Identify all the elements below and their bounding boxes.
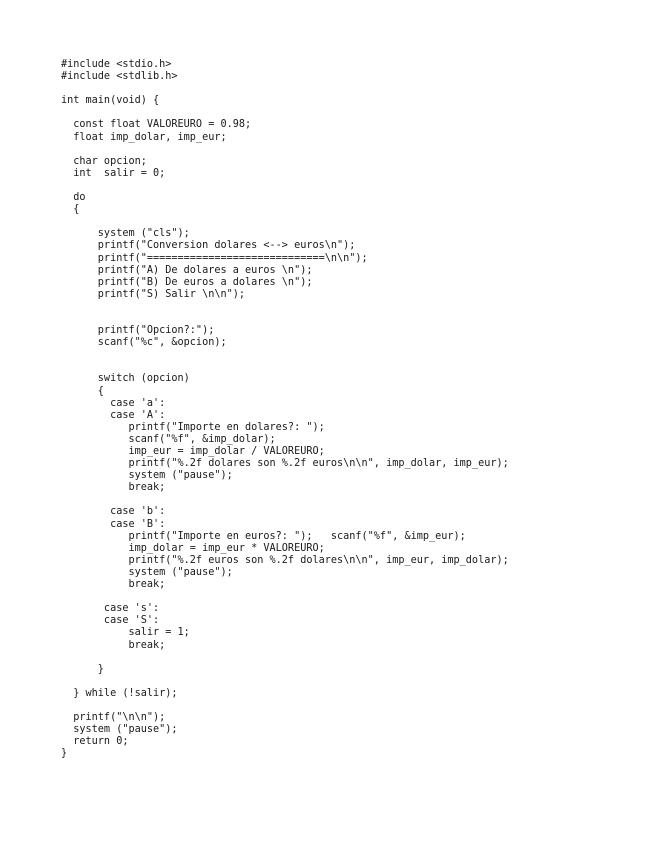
code-line: printf("Importe en dolares?: "); [61, 421, 325, 433]
code-line: { [61, 385, 104, 397]
code-line: imp_dolar = imp_eur * VALOREURO; [61, 542, 325, 554]
code-line: switch (opcion) [61, 373, 190, 385]
code-line: printf("S) Salir \n\n"); [61, 288, 246, 300]
code-line [61, 349, 509, 361]
code-line [61, 494, 509, 506]
code-line: printf("=============================\n\n"); [61, 252, 368, 264]
code-line: salir = 1; [61, 627, 190, 639]
code-listing [61, 59, 509, 760]
code-line [61, 107, 509, 119]
code-line: char opcion; [61, 155, 147, 167]
code-line: system ("pause"); [61, 724, 178, 736]
code-line [61, 361, 509, 373]
code-line [61, 216, 509, 228]
code-line: printf("A) De dolares a euros \n"); [61, 264, 313, 276]
code-line: { [61, 204, 80, 216]
code-line [61, 301, 509, 313]
code-line: scanf("%f", &imp_dolar); [61, 433, 276, 445]
code-line: break; [61, 579, 166, 591]
code-line: case 'A': [61, 409, 166, 421]
code-line: system ("pause"); [61, 470, 233, 482]
code-line: const float VALOREURO = 0.98; [61, 119, 252, 131]
code-line: break; [61, 639, 166, 651]
code-line: int salir = 0; [61, 167, 166, 179]
code-line: float imp_dolar, imp_eur; [61, 131, 227, 143]
code-line: printf("%.2f euros son %.2f dolares\n\n", imp_eur, imp_dolar); [61, 554, 509, 566]
code-line [61, 591, 509, 603]
code-line [61, 652, 509, 664]
code-line: case 'S': [61, 615, 160, 627]
code-line [61, 700, 509, 712]
code-line: break; [61, 482, 166, 494]
code-line: #include <stdio.h> [61, 59, 172, 70]
code-line: do [61, 192, 86, 204]
code-line: printf("Importe en euros?: "); scanf("%f", &imp_eur); [61, 530, 466, 542]
code-line: imp_eur = imp_dolar / VALOREURO; [61, 446, 325, 457]
code-line: } while (!salir); [61, 687, 178, 699]
code-line: printf("B) De euros a dolares \n"); [61, 276, 313, 288]
code-line [61, 676, 509, 688]
code-line [61, 83, 509, 95]
code-line [61, 313, 509, 325]
code-line: #include <stdlib.h> [61, 71, 178, 83]
code-line: scanf("%c", &opcion); [61, 337, 227, 349]
code-line: } [61, 748, 68, 760]
code-line: case 'b': [61, 506, 166, 518]
code-line: int main(void) { [61, 95, 160, 107]
code-line: system ("pause"); [61, 566, 233, 578]
code-line: printf("Conversion dolares <--> euros\n"); [61, 240, 356, 252]
code-line: return 0; [61, 736, 129, 748]
code-line: case 's': [61, 603, 160, 615]
code-line: case 'a': [61, 397, 166, 409]
code-line: } [61, 663, 104, 675]
code-line: printf("Opcion?:"); [61, 325, 215, 337]
code-line [61, 144, 509, 156]
code-line: printf("%.2f dolares son %.2f euros\n\n", imp_dolar, imp_eur); [61, 458, 509, 470]
code-line: case 'B': [61, 518, 166, 530]
code-line: printf("\n\n"); [61, 712, 166, 724]
code-line: system ("cls"); [61, 228, 190, 240]
code-line [61, 180, 509, 192]
